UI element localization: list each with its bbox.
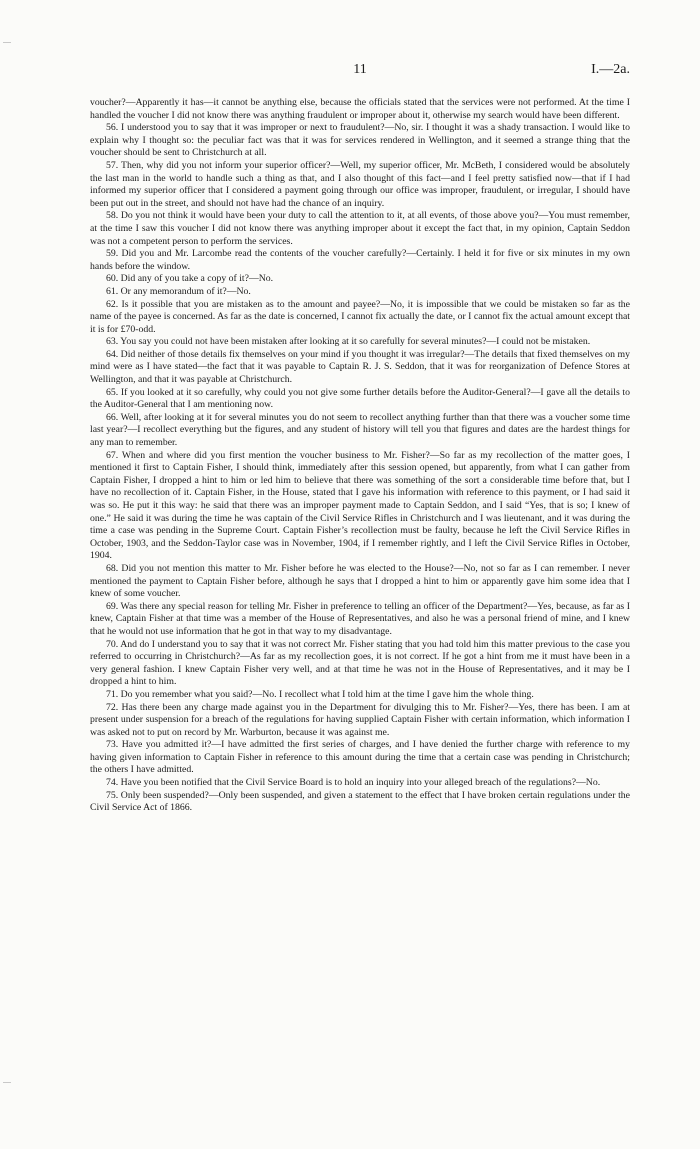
paragraph: 63. You say you could not have been mistaken after looking at it so carefully for several minutes?—I could not be mistaken.	[106, 336, 591, 348]
paragraph: voucher?—Apparently it has—it cannot be anything else, because the officials stated that the services were not performed. At the time I handled the voucher I did not know there was anything fraudulent or improper about it, otherwise my search would have been different.	[90, 97, 630, 121]
paragraph: 75. Only been suspended?—Only been suspended, and given a statement to the effect that I have broken certain regulations under the Civil Service Act of 1866.	[90, 789, 630, 814]
paragraph: 72. Has there been any charge made against you in the Department for divulging this to Mr. Fisher?—Yes, there has been. I am at present under suspension for a breach of the regulations for having supplied Captain Fisher with certain information, which information I was asked not to put on record by Mr. Warburton, because it was against me.	[90, 701, 630, 738]
page-header	[90, 62, 630, 82]
paragraph: 60. Did any of you take a copy of it?—No.	[106, 273, 274, 285]
scan-edge-mark	[3, 1082, 11, 1083]
paragraph: 64. Did neither of those details fix themselves on your mind if you thought it was irregular?—The details that fixed themselves on my mind were as I have stated—the fact that it was payable to Captain R. J. S. Seddon, that it was for reorganization of Defence Stores at Wellington, and that it was payable at Christchurch.	[90, 348, 630, 386]
paragraph: 66. Well, after looking at it for several minutes you do not seem to recollect anything further than that there was a voucher some time last year?—I recollect everything but the figures, and any student of history will tell you that figures and dates are the hardest things for any man to remember.	[90, 411, 630, 449]
paragraph: 59. Did you and Mr. Larcombe read the contents of the voucher carefully?—Certainly. I held it for five or six minutes in my own hands before the window.	[90, 248, 630, 272]
page-reference: I.—2a.	[591, 62, 630, 77]
paragraph: 73. Have you admitted it?—I have admitted the first series of charges, and I have denied the further charge with reference to my having given information to Captain Fisher in reference to this amount during the time that a certain case was pending in Christchurch; the others I have admitted.	[90, 739, 630, 776]
page-number: 11	[353, 62, 367, 77]
paragraph: 69. Was there any special reason for telling Mr. Fisher in preference to telling an officer of the Department?—Yes, because, as far as I knew, Captain Fisher at that time was a member of the House of Representatives, and also he was a personal friend of mine, and I knew that he would not use information that he got in that way to my disadvantage.	[90, 600, 630, 637]
paragraph: 71. Do you remember what you said?—No. I recollect what I told him at the time I gave him the whole thing.	[106, 688, 534, 700]
paragraph: 65. If you looked at it so carefully, why could you not give some further details before the Auditor-General?—I gave all the details to the Auditor-General that I am mentioning now.	[90, 386, 630, 411]
paragraph: 57. Then, why did you not inform your superior officer?—Well, my superior officer, Mr. McBeth, I considered would be absolutely the last man in the world to handle such a thing as that, and I also thought of this fact—and I feel pretty satisfied now—that if I had informed my superior officer that I considered a payment going through our office was improper, fraudulent, or irregular, I should have been put out in the street, and should not have had the chance of an inquiry.	[90, 159, 630, 209]
paragraph: 61. Or any memorandum of it?—No.	[106, 285, 251, 297]
document-body	[90, 97, 630, 815]
paragraph: 67. When and where did you first mention the voucher business to Mr. Fisher?—So far as my recollection of the matter goes, I mentioned it first to Captain Fisher, I should think, immediately after this session opened, but apparently, from what I can gather from Captain Fisher, I dropped a hint to him or led him to believe that there was something of the sort a considerable time before that, but I have no recollection of it. Captain Fisher, in the House, stated that I gave his information with reference to this payment, or I had said it was so. He put it this way: he said that there was an improper payment made to Captain Seddon, and I said “Yes, that is so; I knew of one.” He said it was during the time he was captain of the Civil Service Rifles in Christchurch and I was lieutenant, and it was during the time a case was pending in the Supreme Court. Captain Fisher’s recollection must be faulty, because he left the Civil Service Rifles in October, 1903, and the Seddon-Taylor case was in November, 1904, if I remember rightly, and I left the Civil Service Rifles in October, 1904.	[90, 449, 630, 562]
paragraph: 68. Did you not mention this matter to Mr. Fisher before he was elected to the House?—No, not so far as I can remember. I never mentioned the payment to Captain Fisher before, although he says that I dropped a hint to him or apparently gave him some idea that I knew of some voucher.	[90, 562, 630, 600]
paragraph: 56. I understood you to say that it was improper or next to fraudulent?—No, sir. I thought it was a shady transaction. I would like to explain why I thought so: the peculiar fact was that it was for services rendered in Wellington, and it seemed a strange thing that the voucher should be sent to Christchurch at all.	[90, 122, 630, 159]
paragraph: 58. Do you not think it would have been your duty to call the attention to it, at all events, of those above you?—You must remember, at the time I saw this voucher I did not know there was anything improper about it except the fact that, in my opinion, Captain Seddon was not a competent person to perform the services.	[90, 210, 630, 247]
paragraph: 70. And do I understand you to say that it was not correct Mr. Fisher stating that you had told him this matter previous to the case you referred to occurring in Christchurch?—As far as my recollection goes, it is not correct. If he got a hint from me it must have been in a very general fashion. I knew Captain Fisher very well, and at that time he was not in the House of Representatives, and it may be I dropped a hint to him.	[90, 638, 630, 688]
scan-edge-mark	[3, 42, 11, 43]
paragraph: 62. Is it possible that you are mistaken as to the amount and payee?—No, it is impossible that we could be mistaken so far as the name of the payee is concerned. As far as the date is concerned, I cannot fix actually the date, or I cannot fix the actual amount except that it is for £70-odd.	[90, 298, 630, 335]
paragraph: 74. Have you been notified that the Civil Service Board is to hold an inquiry into your alleged breach of the regulations?—No.	[106, 777, 601, 789]
